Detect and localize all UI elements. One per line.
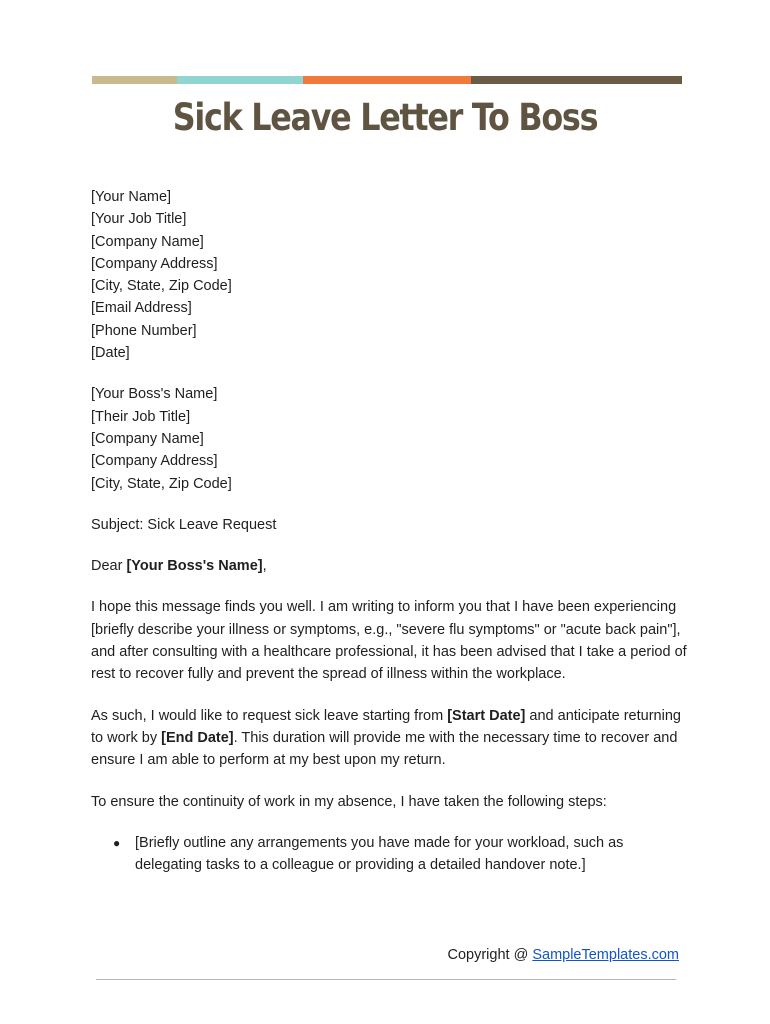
color-bar-segment-tan — [92, 76, 177, 84]
salutation-name: [Your Boss's Name] — [126, 558, 263, 575]
address-line: [City, State, Zip Code] — [91, 475, 232, 492]
salutation-prefix: Dear — [91, 558, 127, 575]
address-line: [Company Name] — [91, 233, 204, 250]
address-line: [Your Boss's Name] — [91, 386, 218, 403]
color-bar-segment-teal — [177, 76, 303, 84]
list-item — [113, 832, 691, 877]
para2-text-c: . This duration will provide me with the necessary time to recover and ensure I am able to perform at my best upon my return. — [91, 729, 678, 769]
sender-address-block — [91, 186, 691, 364]
address-line: [Your Name] — [91, 189, 172, 205]
color-bar-segment-orange — [303, 76, 471, 84]
list-item-text: [Briefly outline any arrangements you have made for your workload, such as delegating tasks to a colleague or providing a detailed handover note.] — [135, 834, 624, 874]
sampletemplates-link[interactable]: SampleTemplates.com — [532, 947, 679, 963]
end-date-placeholder: [End Date] — [161, 729, 234, 746]
address-line: [Your Job Title] — [91, 211, 187, 228]
address-line: [Date] — [91, 345, 130, 362]
color-bar-segment-brown — [471, 76, 682, 84]
address-line: [Email Address] — [91, 300, 192, 317]
copyright-footer — [0, 947, 679, 963]
address-line: [Phone Number] — [91, 322, 197, 339]
address-line: [Company Address] — [91, 255, 218, 272]
footer-divider — [96, 979, 676, 980]
bullet-icon: ● — [113, 835, 121, 850]
paragraph-illness: I hope this message finds you well. I am writing to inform you that I have been experiencing [briefly describe your illness or symptoms, e.g., "severe flu symptoms" or "acute back pain"], and after consulting with a healthcare professional, it has been advised that I take a period of rest to recover fully and prevent the spread of illness within the workplace. — [91, 599, 687, 683]
decorative-color-bar — [92, 76, 682, 84]
address-line: [Their Job Title] — [91, 408, 191, 425]
paragraph-continuity: To ensure the continuity of work in my absence, I have taken the following steps: — [91, 793, 607, 810]
page-title: Sick Leave Letter To Boss — [172, 96, 598, 139]
subject-line: Subject: Sick Leave Request — [91, 516, 277, 533]
salutation-suffix: , — [262, 558, 267, 575]
para2-text-a: As such, I would like to request sick leave starting from — [91, 707, 448, 724]
para2-text-b: and anticipate returning to work by — [91, 707, 681, 746]
start-date-placeholder: [Start Date] — [447, 707, 526, 724]
copyright-prefix: Copyright @ — [447, 947, 533, 963]
steps-list — [91, 832, 691, 877]
address-line: [Company Address] — [91, 453, 218, 470]
letter-body — [91, 186, 691, 876]
paragraph-leave-dates — [91, 705, 691, 772]
address-line: [Company Name] — [91, 430, 204, 447]
address-line: [City, State, Zip Code] — [91, 278, 232, 295]
salutation — [91, 555, 691, 577]
recipient-address-block — [91, 383, 691, 494]
